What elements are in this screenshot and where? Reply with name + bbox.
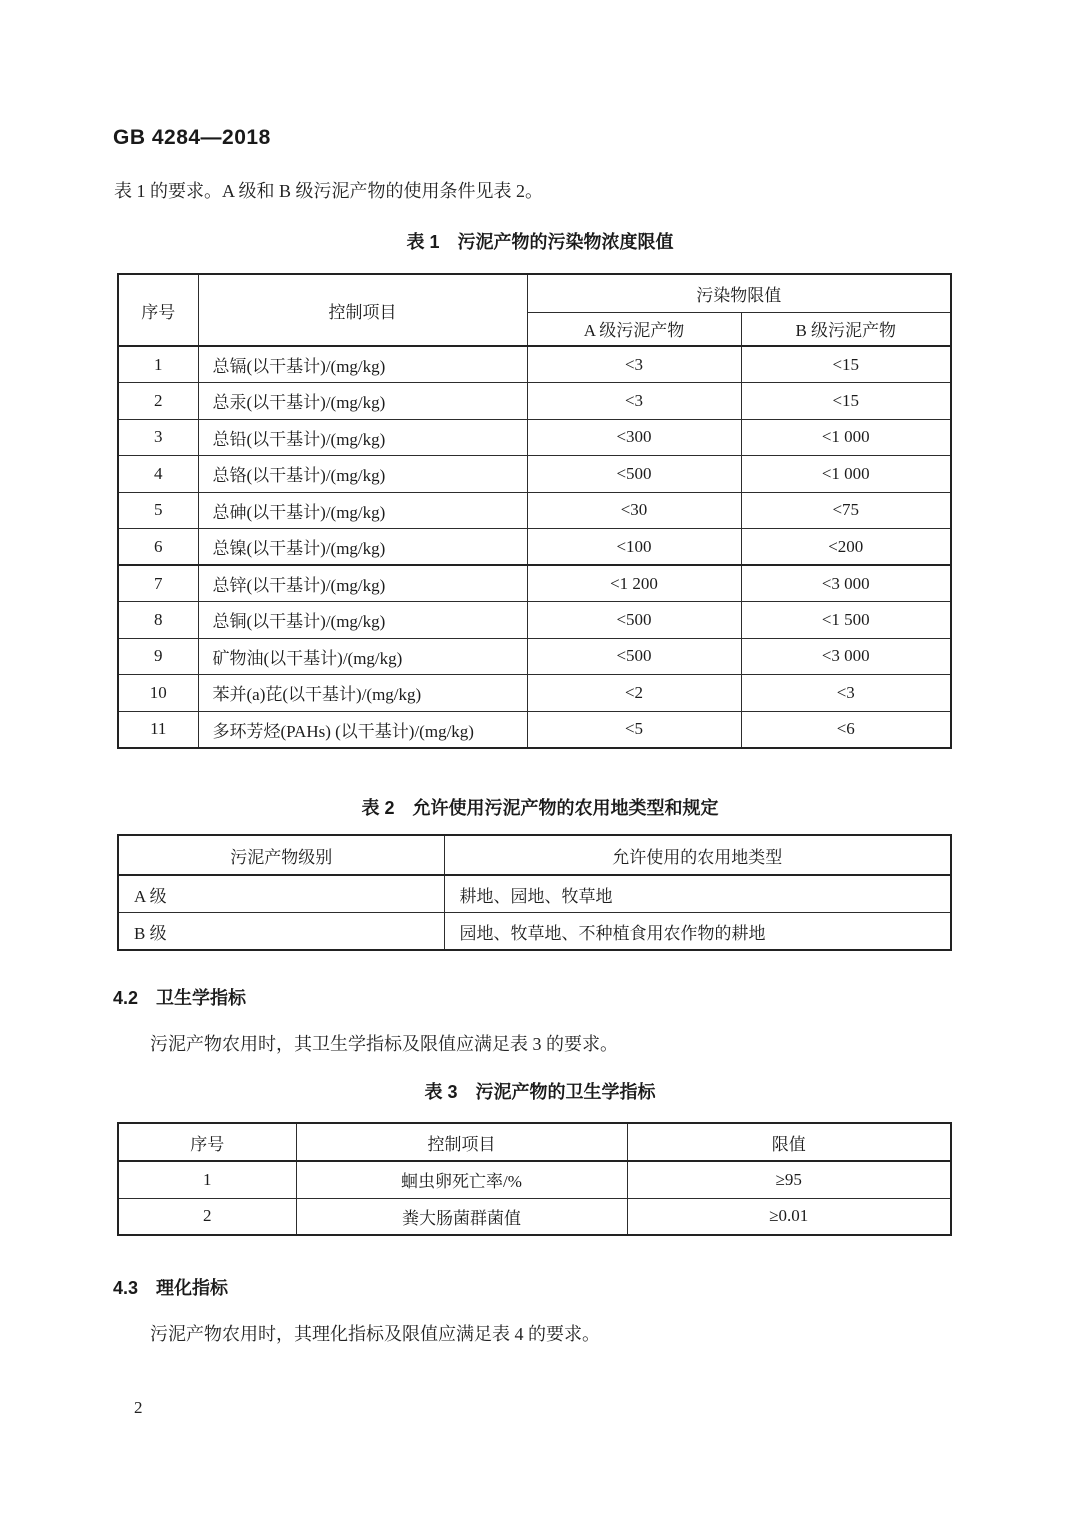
row-no: 4 (118, 456, 198, 493)
row-limit-a: <3 (527, 383, 741, 420)
section-title: 卫生学指标 (156, 988, 247, 1008)
table2-header-grade: 污泥产物级别 (118, 835, 444, 875)
row-limit-a: <1 200 (527, 565, 741, 602)
row-no: 8 (118, 602, 198, 639)
row-no: 5 (118, 492, 198, 529)
row-limit-b: <3 000 (741, 638, 951, 675)
row-no: 1 (118, 1161, 296, 1198)
table1-header-grade-a: A 级污泥产物 (527, 312, 741, 346)
table-row (118, 492, 951, 529)
row-limit-a: <100 (527, 529, 741, 566)
row-no: 1 (118, 346, 198, 383)
row-limit-b: <15 (741, 383, 951, 420)
row-item: 总铜(以干基计)/(mg/kg) (198, 602, 527, 639)
table3-header-item: 控制项目 (296, 1123, 627, 1161)
row-item: 总铬(以干基计)/(mg/kg) (198, 456, 527, 493)
row-limit-b: <6 (741, 711, 951, 748)
table-row (118, 602, 951, 639)
table-row (118, 1161, 951, 1198)
row-limit-a: <500 (527, 638, 741, 675)
table-row (118, 346, 951, 383)
row-limit-b: <200 (741, 529, 951, 566)
row-item: 多环芳烃(PAHs) (以干基计)/(mg/kg) (198, 711, 527, 748)
row-item: 总锌(以干基计)/(mg/kg) (198, 565, 527, 602)
page-number: 2 (134, 1398, 143, 1417)
row-item: 粪大肠菌群菌值 (296, 1198, 627, 1235)
row-limit-a: <3 (527, 346, 741, 383)
row-no: 7 (118, 565, 198, 602)
row-limit: ≥0.01 (627, 1198, 951, 1235)
row-limit-a: <500 (527, 456, 741, 493)
table-row (118, 419, 951, 456)
row-item: 总砷(以干基计)/(mg/kg) (198, 492, 527, 529)
row-limit-a: <5 (527, 711, 741, 748)
section-title: 理化指标 (156, 1278, 229, 1298)
table-row (118, 913, 951, 951)
table2-header-row (118, 835, 951, 875)
row-land-types: 园地、牧草地、不种植食用农作物的耕地 (444, 913, 951, 951)
section-number: 4.3 (113, 1278, 139, 1298)
row-grade: B 级 (118, 913, 444, 951)
table3-header-limit: 限值 (627, 1123, 951, 1161)
table2-land-use-types (117, 834, 952, 951)
row-limit-b: <1 000 (741, 419, 951, 456)
table3-header-row (118, 1123, 951, 1161)
section-number: 4.2 (113, 988, 139, 1008)
row-no: 6 (118, 529, 198, 566)
table1-header-no: 序号 (118, 274, 198, 346)
row-limit-b: <1 500 (741, 602, 951, 639)
table-row (118, 1198, 951, 1235)
row-item: 矿物油(以干基计)/(mg/kg) (198, 638, 527, 675)
table1-header-row-1 (118, 274, 951, 312)
row-item: 总镍(以干基计)/(mg/kg) (198, 529, 527, 566)
row-item: 总汞(以干基计)/(mg/kg) (198, 383, 527, 420)
row-no: 2 (118, 1198, 296, 1235)
table-row (118, 529, 951, 566)
row-no: 9 (118, 638, 198, 675)
row-limit-b: <3 (741, 675, 951, 712)
table-row (118, 675, 951, 712)
table-row (118, 565, 951, 602)
section-4-3-heading (113, 1274, 228, 1300)
row-limit-b: <1 000 (741, 456, 951, 493)
row-limit-b: <75 (741, 492, 951, 529)
table1-pollutant-limits (117, 273, 952, 749)
row-no: 11 (118, 711, 198, 748)
table1-caption: 表 1 污泥产物的污染物浓度限值 (406, 232, 674, 252)
row-limit-a: <300 (527, 419, 741, 456)
section-4-3-paragraph: 污泥产物农用时，其理化指标及限值应满足表 4 的要求。 (150, 1324, 600, 1344)
row-limit-a: <2 (527, 675, 741, 712)
row-limit-b: <3 000 (741, 565, 951, 602)
table3-hygiene-indicators (117, 1122, 952, 1236)
row-item: 苯并(a)芘(以干基计)/(mg/kg) (198, 675, 527, 712)
row-limit-a: <30 (527, 492, 741, 529)
table2-header-land-types: 允许使用的农用地类型 (444, 835, 951, 875)
row-no: 3 (118, 419, 198, 456)
table-row (118, 711, 951, 748)
row-no: 10 (118, 675, 198, 712)
row-item: 蛔虫卵死亡率/% (296, 1161, 627, 1198)
intro-paragraph: 表 1 的要求。A 级和 B 级污泥产物的使用条件见表 2。 (114, 181, 544, 201)
row-limit: ≥95 (627, 1161, 951, 1198)
row-land-types: 耕地、园地、牧草地 (444, 875, 951, 913)
table-row (118, 638, 951, 675)
row-grade: A 级 (118, 875, 444, 913)
table-row (118, 456, 951, 493)
row-item: 总镉(以干基计)/(mg/kg) (198, 346, 527, 383)
table1-header-grade-b: B 级污泥产物 (741, 312, 951, 346)
table3-caption: 表 3 污泥产物的卫生学指标 (424, 1082, 656, 1102)
table2-caption: 表 2 允许使用污泥产物的农用地类型和规定 (361, 798, 719, 818)
row-no: 2 (118, 383, 198, 420)
table3-header-no: 序号 (118, 1123, 296, 1161)
row-item: 总铅(以干基计)/(mg/kg) (198, 419, 527, 456)
standard-number: GB 4284—2018 (113, 126, 271, 149)
table-row (118, 875, 951, 913)
row-limit-b: <15 (741, 346, 951, 383)
section-4-2-heading (113, 984, 246, 1010)
section-4-2-paragraph: 污泥产物农用时，其卫生学指标及限值应满足表 3 的要求。 (150, 1034, 618, 1054)
row-limit-a: <500 (527, 602, 741, 639)
table1-header-item: 控制项目 (198, 274, 527, 346)
table-row (118, 383, 951, 420)
table1-header-group: 污染物限值 (527, 274, 951, 312)
